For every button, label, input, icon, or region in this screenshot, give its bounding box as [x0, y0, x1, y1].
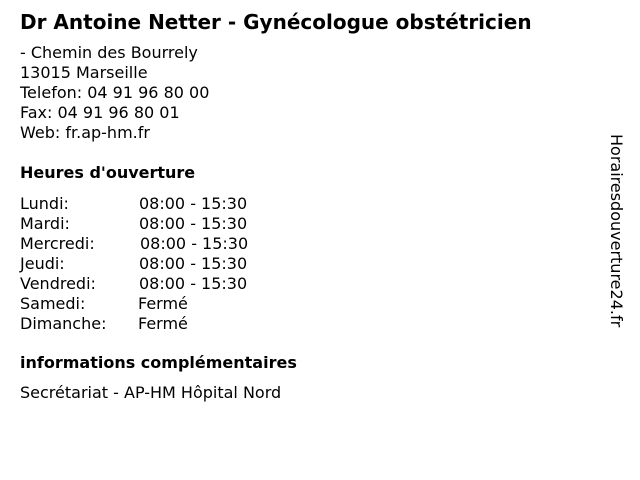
hours-row-monday [20, 194, 320, 214]
day-hours: 08:00 - 15:30 [139, 214, 248, 233]
day-label: Samedi: [20, 294, 86, 313]
additional-info-text: Secrétariat - AP-HM Hôpital Nord [20, 383, 282, 402]
day-label: Jeudi: [20, 254, 65, 273]
street-address: - Chemin des Bourrely [20, 43, 198, 62]
page-title: Dr Antoine Netter - Gynécologue obstétricien [20, 10, 532, 34]
additional-info-heading: informations complémentaires [20, 353, 297, 372]
opening-hours-table [20, 194, 320, 334]
day-hours: Fermé [138, 314, 188, 333]
phone-number: Telefon: 04 91 96 80 00 [20, 83, 210, 102]
website: Web: fr.ap-hm.fr [20, 123, 150, 142]
hours-row-friday [20, 274, 320, 294]
hours-row-wednesday [20, 234, 320, 254]
day-label: Vendredi: [20, 274, 96, 293]
day-label: Lundi: [20, 194, 69, 213]
day-hours: 08:00 - 15:30 [139, 274, 248, 293]
day-hours: Fermé [138, 294, 188, 313]
fax-number: Fax: 04 91 96 80 01 [20, 103, 180, 122]
day-label: Mercredi: [20, 234, 95, 253]
opening-hours-heading: Heures d'ouverture [20, 163, 196, 182]
hours-row-sunday [20, 314, 320, 334]
hours-row-tuesday [20, 214, 320, 234]
hours-row-thursday [20, 254, 320, 274]
hours-row-saturday [20, 294, 320, 314]
day-hours: 08:00 - 15:30 [139, 254, 248, 273]
day-hours: 08:00 - 15:30 [140, 234, 249, 253]
day-label: Mardi: [20, 214, 70, 233]
contact-block [20, 43, 209, 143]
city-postcode: 13015 Marseille [20, 63, 148, 82]
site-watermark: Horairesdouverture24.fr [607, 134, 626, 328]
day-hours: 08:00 - 15:30 [139, 194, 248, 213]
day-label: Dimanche: [20, 314, 107, 333]
